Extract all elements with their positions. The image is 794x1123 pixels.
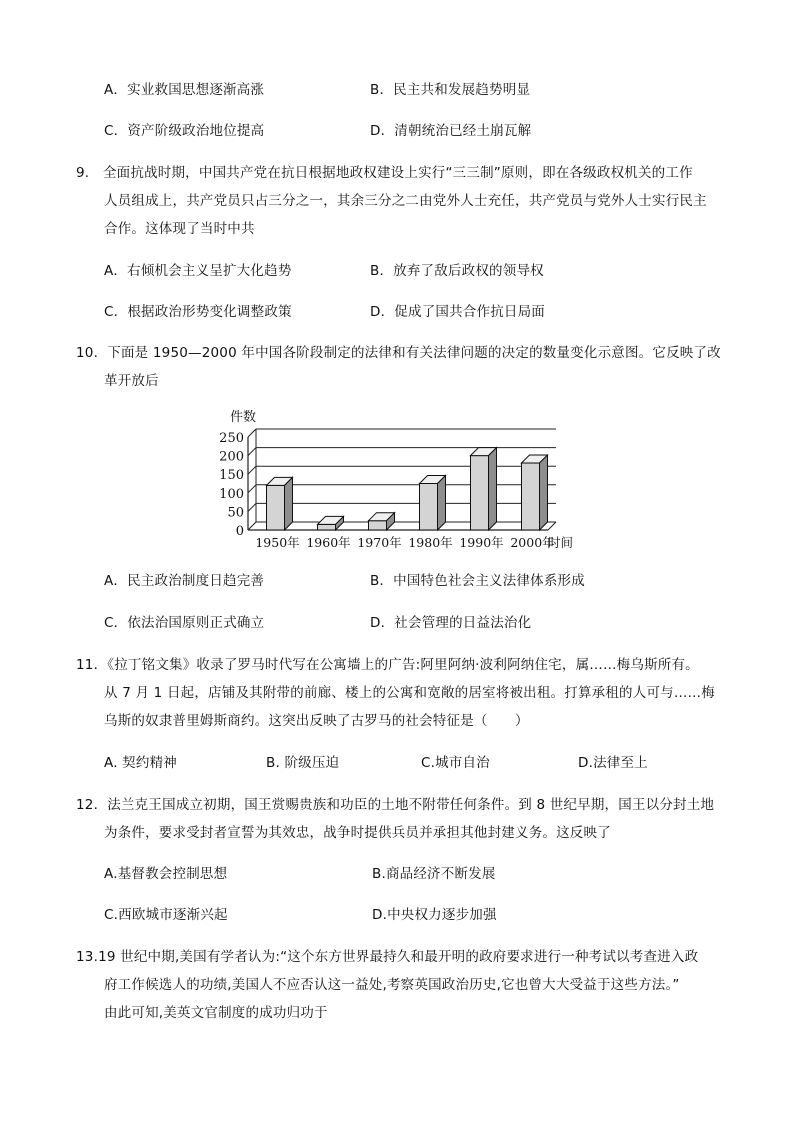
q11-option-b: B. 阶级压迫 (266, 755, 340, 771)
q9-stem-line-1: 9. 全面抗战时期，中国共产党在抗日根据地政权建设上实行“三三制”原则，即在各级政权机关的工作 (76, 165, 693, 181)
y-tick-label: 200 (219, 449, 244, 465)
q9-stem-line-2: 人员组成上，共产党员只占三分之一，其余三分之二由党外人士充任，共产党员与党外人士实行民主 (104, 193, 707, 209)
bar (471, 456, 489, 530)
q11-stem-line-2: 从 7 月 1 日起，店铺及其附带的前廊、楼上的公寓和宽敞的居室将被出租。打算承租的人可与……梅 (104, 685, 715, 701)
bar-side (285, 477, 293, 530)
gridline-depth (248, 429, 256, 437)
x-tick-label: 1950年 (255, 535, 300, 550)
q8-option-c: C．资产阶级政治地位提高 (104, 123, 265, 139)
q12-option-b: B.商品经济不断发展 (372, 866, 496, 882)
bar-side (438, 476, 446, 531)
q12-option-a: A.基督教会控制思想 (104, 866, 228, 882)
q12-option-c: C.西欧城市逐渐兴起 (104, 907, 228, 923)
q9-option-b: B．放弃了敌后政权的领导权 (370, 263, 544, 279)
q10-option-a: A．民主政治制度日趋完善 (104, 573, 265, 589)
gridline-depth (248, 485, 256, 493)
bar (318, 524, 336, 530)
bar-side (489, 448, 497, 530)
q10-stem-line-1: 10．下面是 1950—2000 年中国各阶段制定的法律和有关法律问题的决定的数量变化示意图。它反映了改 (76, 345, 721, 361)
q11-option-c: C.城市自治 (421, 755, 490, 771)
x-tick-label: 1990年 (459, 535, 504, 550)
x-tick-label: 2000年 (510, 535, 555, 550)
q11-option-d: D.法律至上 (578, 755, 648, 771)
q9-stem-line-3: 合作。这体现了当时中共 (104, 221, 255, 237)
y-tick-label: 100 (219, 486, 244, 502)
bar (267, 485, 285, 530)
q12-option-d: D.中央权力逐步加强 (372, 907, 497, 923)
bar-side (540, 455, 548, 530)
q8-option-d: D．清朝统治已经土崩瓦解 (370, 123, 532, 139)
bar (369, 521, 387, 530)
bar (522, 463, 540, 530)
y-tick-label: 0 (235, 524, 244, 539)
x-tick-label: 1970年 (357, 535, 402, 550)
q9-option-c: C．根据政治形势变化调整政策 (104, 304, 292, 320)
q10-stem-line-2: 革开放后 (104, 373, 159, 389)
bar (420, 484, 438, 531)
y-tick-label: 250 (219, 431, 244, 446)
q13-stem-line-3: 由此可知,美英文官制度的成功归功于 (104, 1005, 328, 1021)
gridline-depth (248, 466, 256, 474)
q10-option-d: D．社会管理的日益法治化 (370, 615, 532, 631)
q8-option-a: A．实业救国思想逐渐高涨 (104, 82, 265, 98)
y-axis-label: 件数 (230, 410, 257, 425)
gridline-depth (248, 448, 256, 456)
q12-stem-line-1: 12．法兰克王国成立初期，国王赏赐贵族和功臣的土地不附带任何条件。到 8 世纪早期，国王以分封土地 (76, 797, 715, 813)
y-tick-label: 150 (219, 468, 244, 484)
q11-option-a: A. 契约精神 (104, 755, 177, 771)
x-axis-depth (548, 522, 556, 530)
q13-stem-line-2: 府工作候选人的功绩,美国人不应否认这一益处,考察英国政治历史,它也曾大大受益于这些方法。” (104, 977, 680, 993)
x-axis-label: 时间 (548, 535, 574, 550)
q10-option-b: B．中国特色社会主义法律体系形成 (370, 573, 585, 589)
y-tick-label: 50 (227, 505, 244, 521)
q11-stem-line-1: 11．《拉丁铭文集》收录了罗马时代写在公寓墙上的广告:阿里阿纳·波利阿纳住宅，属……梅乌斯所有。 (76, 657, 699, 673)
x-tick-label: 1960年 (306, 535, 351, 550)
q10-option-c: C．依法治国原则正式确立 (104, 615, 265, 631)
gridline-depth (248, 503, 256, 511)
q13-stem-line-1: 13.19 世纪中期,美国有学者认为:“这个东方世界最持久和最开明的政府要求进行一种考试以考查进入政 (76, 949, 699, 965)
q9-option-a: A．右倾机会主义呈扩大化趋势 (104, 263, 292, 279)
q12-stem-line-2: 为条件，要求受封者宣誓为其效忠，战争时提供兵员并承担其他封建义务。这反映了 (104, 825, 611, 841)
q11-stem-line-3: 乌斯的奴隶普里姆斯商约。这突出反映了古罗马的社会特征是（ ） (104, 713, 529, 729)
law-count-bar-chart (218, 405, 578, 555)
q8-option-b: B．民主共和发展趋势明显 (370, 82, 531, 98)
gridline-depth (248, 522, 256, 530)
q9-option-d: D．促成了国共合作抗日局面 (370, 304, 545, 320)
x-tick-label: 1980年 (408, 535, 453, 550)
